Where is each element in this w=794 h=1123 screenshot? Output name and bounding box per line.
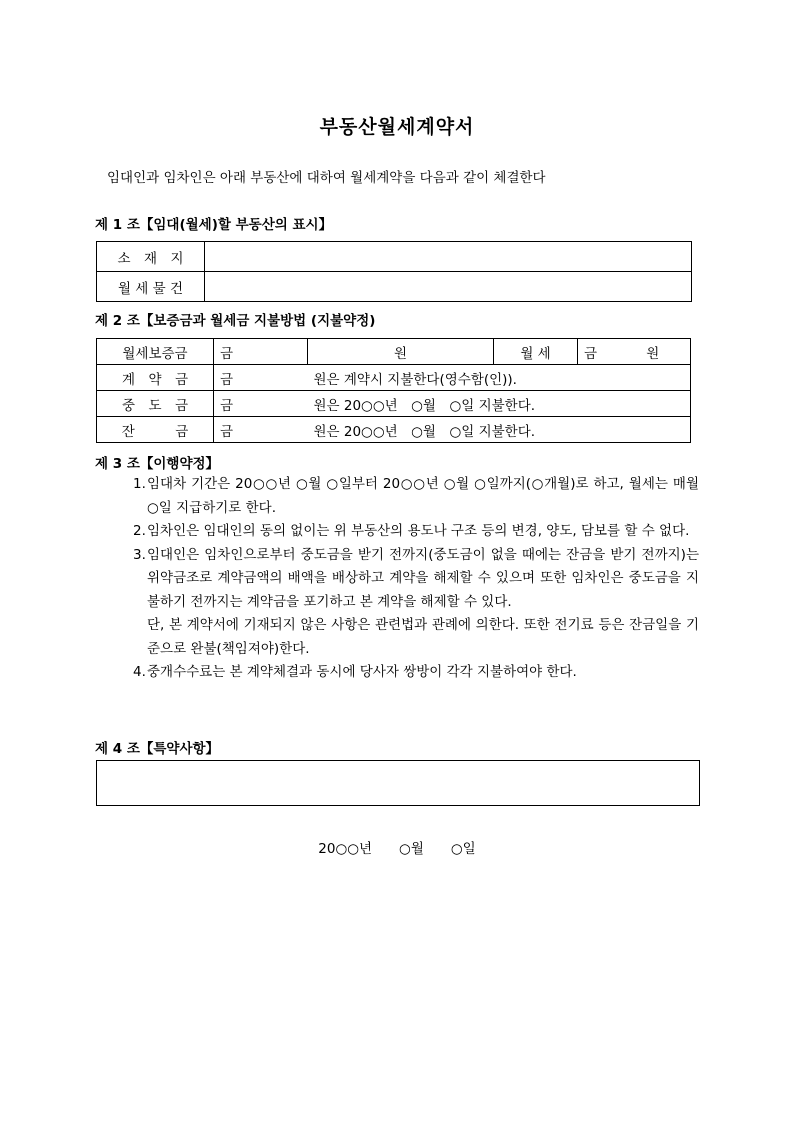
term-item	[133, 520, 699, 544]
rent-unit: 원	[616, 339, 691, 365]
contract-date: 20○○년 ○월 ○일	[318, 841, 476, 857]
property-row-object	[97, 272, 692, 302]
term-text: 단, 본 계약서에 기재되지 않은 사항은 관련법과 관례에 의한다. 또한 전기료 등은 잔금일을 기준으로 완불(책임져야)한다.	[147, 617, 699, 657]
article4-heading: 제 4 조【특약사항】	[95, 741, 220, 757]
term-number: 3.	[133, 546, 146, 563]
deposit-label: 월세보증금	[97, 339, 214, 365]
payment-row-balance	[97, 417, 691, 443]
payment-table	[96, 338, 691, 443]
balance-text: 원은 20○○년 ○월 ○일 지불한다.	[308, 417, 691, 443]
deposit-unit: 원	[308, 339, 494, 365]
term-number: 4.	[133, 664, 146, 680]
payment-row-contract	[97, 365, 691, 391]
location-value[interactable]	[205, 242, 692, 272]
middle-label: 중 도 금	[97, 391, 214, 417]
location-label: 소 재 지	[97, 242, 205, 272]
term-item	[133, 544, 699, 615]
deposit-prefix: 금	[214, 339, 308, 365]
contract-prefix: 금	[214, 365, 308, 391]
payment-row-deposit	[97, 339, 691, 365]
term-text: 임대인은 임차인으로부터 중도금을 받기 전까지(중도금이 없을 때에는 잔금을 받기 전까지)는 위약금조로 계약금액의 배액을 배상하고 계약을 해제할 수 있으며 또한 임차인은 중도금을 지불하기 전까지는 계약금을 포기하고 본 계약을 해제할 수 있다.	[147, 546, 699, 610]
contract-label: 계 약 금	[97, 365, 214, 391]
article2-heading: 제 2 조【보증금과 월세금 지불방법 (지불약정)	[95, 313, 376, 329]
special-terms-box[interactable]	[96, 760, 700, 806]
contract-text: 원은 계약시 지불한다(영수함(인)).	[308, 365, 691, 391]
balance-label: 잔 금	[97, 417, 214, 443]
intro-text: 임대인과 임차인은 아래 부동산에 대하여 월세계약을 다음과 같이 체결한다	[107, 170, 546, 186]
payment-row-middle	[97, 391, 691, 417]
property-table	[96, 241, 692, 302]
document-title: 부동산월세계약서	[319, 116, 475, 138]
middle-text: 원은 20○○년 ○월 ○일 지불한다.	[308, 391, 691, 417]
object-label: 월 세 물 건	[97, 272, 205, 302]
term-text: 임차인은 임대인의 동의 없이는 위 부동산의 용도나 구조 등의 변경, 양도, 담보를 할 수 없다.	[147, 523, 690, 539]
term-number: 1.	[133, 476, 146, 492]
middle-prefix: 금	[214, 391, 308, 417]
article1-heading: 제 1 조【임대(월세)할 부동산의 표시】	[95, 217, 333, 233]
term-text: 중개수수료는 본 계약체결과 동시에 당사자 쌍방이 각각 지불하여야 한다.	[147, 664, 577, 680]
rent-label: 월 세	[494, 339, 578, 365]
rent-prefix: 금	[578, 339, 616, 365]
terms-list	[133, 473, 699, 685]
term-number: 2.	[133, 523, 146, 539]
term-item	[133, 473, 699, 520]
term-item	[133, 661, 699, 685]
balance-prefix: 금	[214, 417, 308, 443]
property-row-location	[97, 242, 692, 272]
term-number	[133, 614, 147, 661]
term-text: 임대차 기간은 20○○년 ○월 ○일부터 20○○년 ○월 ○일까지(○개월)로 하고, 월세는 매월 ○일 지급하기로 한다.	[147, 476, 699, 516]
object-value[interactable]	[205, 272, 692, 302]
term-item	[133, 614, 699, 661]
article3-heading: 제 3 조【이행약정】	[95, 456, 220, 472]
